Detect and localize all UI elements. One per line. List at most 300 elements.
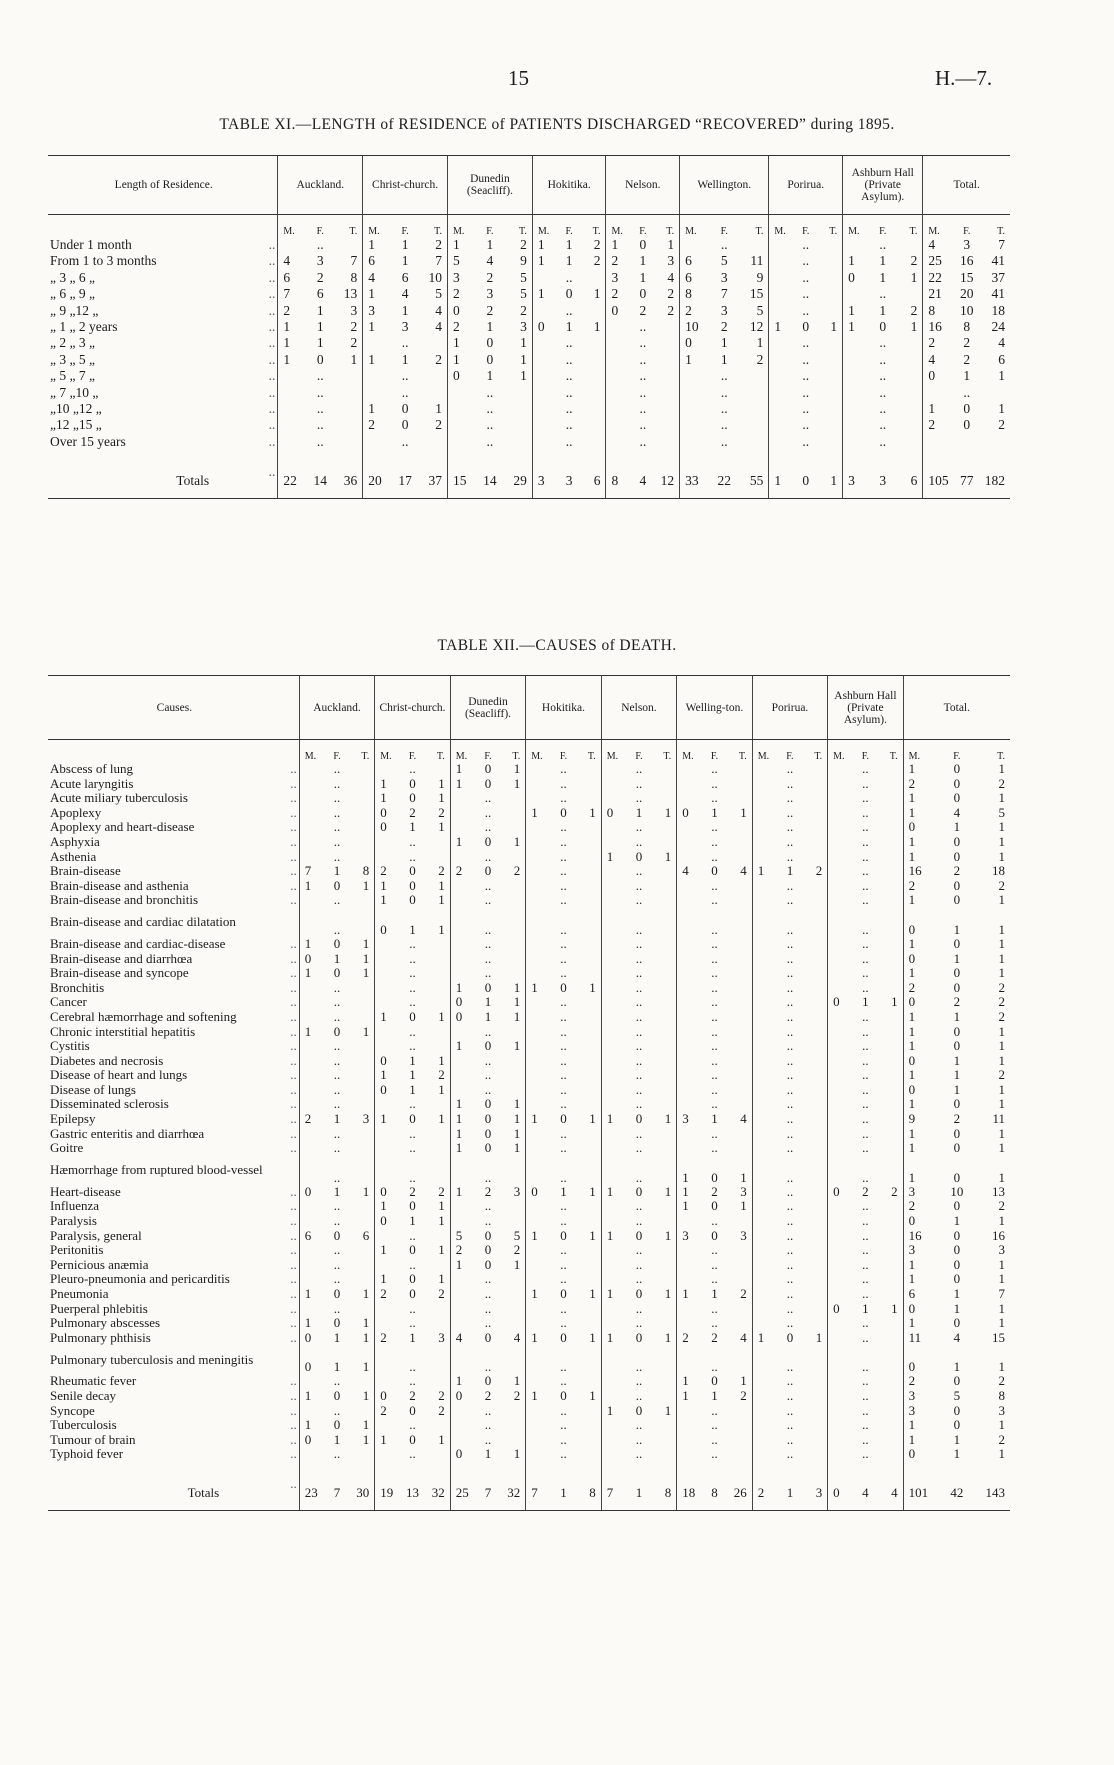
value-f: 0 [635,1287,643,1301]
sex-label: T. [512,751,521,762]
table-row [48,1418,1010,1433]
value-m [280,434,308,450]
value-t [499,1025,524,1040]
mft-group [906,1404,1008,1419]
value-t [894,434,920,450]
value-m [528,1243,553,1258]
value-f: 0 [635,1403,643,1418]
row-label-text: Syncope [50,1403,95,1418]
value-m [453,1433,478,1448]
value-m [755,1287,780,1302]
leader-dots: .. [290,1126,297,1141]
mft-group [604,1141,674,1156]
value-t [499,1199,524,1214]
leader-dots: .. [290,1301,297,1316]
value-f: 0 [560,1228,567,1243]
value-t [876,1112,901,1127]
value-m [453,1404,478,1419]
value-m [830,893,855,908]
value-f: .. [333,980,341,995]
value-m [453,1083,478,1098]
mft-group [453,1418,523,1433]
value-t [423,1258,448,1273]
value-f: 3 [565,473,573,489]
data-cell [903,1287,1010,1302]
mft-header [299,740,374,763]
value-t [801,1316,826,1331]
leader-dots: .. [290,1447,297,1462]
value-t [348,1083,373,1098]
sex-label: M. [455,751,468,762]
table-row [48,1156,1010,1185]
mft-group [830,1389,900,1404]
value-t [423,937,448,952]
data-cell [299,806,374,821]
value-m [755,995,780,1010]
data-cell [752,1433,827,1448]
value-m [528,1447,553,1462]
value-f: 0 [635,1330,643,1345]
value-t: 1 [740,1169,747,1185]
column-header: Porirua. [752,676,827,740]
mft-group [302,981,372,996]
value-f: .. [635,1359,643,1375]
mft-group [755,1171,825,1185]
mft-group [453,1083,523,1098]
value-m: 0 [848,269,855,285]
mft-group [682,473,766,489]
row-label-text: „ 2 „ 3 „ [50,335,95,351]
mft-group [450,237,530,253]
value-f: .. [862,1068,869,1083]
value-t: 2 [998,980,1005,995]
value-t [650,952,675,967]
value-m [755,1054,780,1069]
data-cell [828,908,903,937]
data-cell [752,995,827,1010]
data-cell [299,995,374,1010]
row-label-text: Acute miliary tuberculosis [50,791,188,806]
mft-header [532,215,606,238]
value-t [499,1068,524,1083]
data-cell [278,401,363,417]
value-m [755,1229,780,1244]
value-t: 1 [998,936,1005,951]
value-t [725,1039,750,1054]
spacer-cell [923,450,1010,464]
value-f: .. [802,269,810,285]
value-t [876,1127,901,1142]
value-f: 8 [711,1484,718,1500]
value-f: 0 [560,1388,567,1403]
mft-group [377,1199,447,1214]
sex-label: M. [368,226,380,237]
value-t: 1 [438,1053,445,1068]
data-cell [450,937,525,952]
value-f: .. [711,1039,718,1054]
value-t: 6 [593,473,601,489]
mft-group [377,937,447,952]
value-f: .. [333,995,341,1010]
value-m [377,1302,402,1317]
label-column-header: Length of Residence. [48,156,278,215]
value-f: 1 [953,1053,961,1068]
data-cell [375,1287,450,1302]
value-f: 4 [639,473,647,489]
value-f: 1 [333,1432,341,1447]
value-t: 1 [998,401,1005,417]
value-m [365,335,393,351]
row-label [48,777,299,792]
value-m: 1 [606,1228,614,1243]
mft-group [280,286,360,302]
mft-group [302,1302,372,1317]
table-row [48,1054,1010,1069]
value-f: .. [786,980,794,995]
value-t: 1 [910,319,918,335]
mft-labels [302,751,372,762]
row-label [48,319,278,335]
mft-group [453,850,523,865]
value-m [830,1025,855,1040]
value-m [450,385,478,401]
value-t [348,850,373,865]
mft-labels [604,751,674,762]
data-cell [375,1331,450,1346]
value-f: .. [639,433,647,449]
value-t: 2 [438,1287,445,1301]
value-t: 1 [513,1257,521,1272]
value-t: 1 [815,1330,823,1345]
data-cell [606,237,680,253]
value-m [830,1229,855,1244]
data-cell [450,1083,525,1098]
mft-group [608,352,677,368]
value-m [845,335,871,351]
value-t [650,1389,675,1404]
value-f: .. [711,1126,718,1141]
row-label [48,835,299,850]
mft-group [302,820,372,835]
value-f: .. [484,805,492,820]
mft-group [365,303,445,319]
value-f: 1 [862,1301,869,1316]
value-f: 2 [639,302,647,318]
value-f: .. [862,1126,869,1141]
value-m [302,893,327,908]
data-cell [299,1229,374,1244]
value-m [771,352,795,368]
value-t: 1 [740,1199,747,1214]
mft-group [830,1010,900,1025]
value-m [528,1433,553,1448]
value-f: 2 [720,319,728,335]
value-f: .. [711,834,718,849]
value-m: 1 [455,1112,463,1127]
value-m [377,1418,402,1433]
data-cell [903,1039,1010,1054]
value-f: .. [711,951,718,966]
leader-dots: .. [268,269,276,285]
data-cell [450,1068,525,1083]
data-cell [526,937,601,952]
value-f: 1 [409,921,416,937]
value-t: 11 [992,1112,1005,1127]
mft-group [302,1485,372,1501]
mft-group [604,1097,674,1112]
mft-group [604,1331,674,1346]
value-t: 29 [513,473,527,489]
row-label-text: Heart-disease [50,1184,121,1199]
value-f: .. [560,995,567,1010]
mft-group [453,1039,523,1054]
data-cell [601,879,676,894]
table-row [48,1214,1010,1229]
value-m: 1 [606,1287,614,1301]
value-m [830,1316,855,1331]
data-cell [752,1185,827,1200]
mft-group [453,1141,523,1156]
sex-label: F. [963,226,971,237]
data-cell [299,1054,374,1069]
value-m [830,806,855,821]
value-m [679,937,704,952]
value-t: 143 [985,1484,1005,1500]
data-cell [363,286,448,302]
column-header: Welling-ton. [677,676,752,740]
value-f: 0 [484,864,492,879]
sex-label: T. [666,226,675,237]
value-f: .. [720,417,728,433]
data-cell [532,270,606,286]
value-t [801,1404,826,1419]
value-m: 23 [304,1484,318,1500]
value-m: 1 [455,1141,463,1156]
value-m [679,923,704,937]
data-cell [450,1025,525,1040]
mft-group [682,286,766,302]
data-cell [278,270,363,286]
data-cell [375,1127,450,1142]
value-t: 8 [998,1388,1005,1403]
data-cell [363,335,448,351]
value-t: 41 [991,253,1005,269]
mft-group [302,1141,372,1156]
mft-group [302,1433,372,1448]
data-cell [752,864,827,879]
value-t [502,401,530,417]
data-cell [601,1127,676,1142]
value-t [801,777,826,792]
row-label-text: From 1 to 3 months [50,253,157,269]
value-t [725,1433,750,1448]
mft-group [453,1025,523,1040]
value-t: 1 [513,762,521,776]
data-cell [299,791,374,806]
mft-group [608,335,677,351]
value-t [650,1258,675,1273]
mft-group [453,1243,523,1258]
mft-group [679,1302,749,1317]
data-cell [752,1039,827,1054]
mft-group [453,1374,523,1389]
value-f: .. [635,1388,643,1403]
value-f: .. [862,1403,869,1418]
value-m [755,806,780,821]
value-f: 1 [953,1082,961,1097]
value-f: 1 [409,820,416,835]
value-f: .. [862,1024,869,1039]
value-f: 1 [316,302,324,318]
value-f: 0 [409,776,416,791]
value-m: 0 [908,1359,916,1375]
value-t [653,352,677,368]
mft-group [682,434,766,450]
data-cell [375,1214,450,1229]
data-cell [843,270,923,286]
row-label [48,1025,299,1040]
value-f: .. [635,1068,643,1083]
row-label [48,368,278,384]
data-cell [923,270,1010,286]
value-t: 9 [520,253,527,269]
value-t: 1 [589,1112,596,1127]
totals-label-text: Totals [176,473,210,489]
mft-group [528,1054,598,1069]
value-f: 0 [786,1330,794,1345]
value-t: 1 [998,1316,1005,1331]
mft-group [604,850,674,865]
data-cell [526,1156,601,1185]
column-header: Nelson. [606,156,680,215]
value-f: 0 [953,1272,961,1287]
value-t [574,1374,599,1389]
value-f: .. [862,1388,869,1403]
value-f: .. [879,384,887,400]
value-t: 37 [991,269,1005,285]
mft-group [679,1054,749,1069]
data-cell [903,893,1010,908]
leader-dots: .. [290,1039,297,1054]
mft-group [302,864,372,879]
mft-group [830,835,900,850]
value-m [302,1447,327,1462]
value-f: .. [635,1418,643,1433]
value-m [679,1360,704,1374]
value-t [725,1447,750,1462]
data-cell [828,995,903,1010]
value-f: .. [565,384,573,400]
value-m [604,1025,629,1040]
value-t: 1 [438,1432,445,1447]
data-cell [677,1447,752,1462]
value-t [876,777,901,792]
value-t [423,1229,448,1244]
value-t [499,1214,524,1229]
value-m: 8 [611,473,619,489]
mft-group [679,1243,749,1258]
data-cell [448,368,533,384]
value-m [604,820,629,835]
mft-labels [377,751,447,762]
value-f: .. [560,921,567,937]
mft-group [755,835,825,850]
value-t: 1 [998,849,1005,864]
value-f: 1 [333,1112,341,1127]
value-f: .. [484,951,492,966]
mft-group [755,1097,825,1112]
value-m [528,820,553,835]
table-row [48,1112,1010,1127]
value-t [499,1433,524,1448]
mft-group [377,806,447,821]
data-cell [677,1331,752,1346]
data-cell [375,820,450,835]
leader-dots: .. [290,1068,297,1083]
mft-group [771,473,840,489]
row-label [48,1243,299,1258]
value-m [845,352,871,368]
data-cell [278,434,363,450]
table-row [48,385,1010,401]
leader-dots: .. [290,1082,297,1097]
mft-group [906,1243,1008,1258]
value-m: 4 [368,269,375,285]
data-cell [606,434,680,450]
value-t: 2 [756,351,764,367]
value-f: 2 [484,1184,492,1199]
mft-group [453,923,523,937]
totals-label [48,464,278,499]
data-cell [677,850,752,865]
mft-group [535,401,604,417]
value-m: 0 [380,1053,387,1068]
value-t: 1 [589,805,596,820]
value-f: 1 [953,951,961,966]
value-m [377,1171,402,1185]
value-t [348,762,373,777]
data-cell [299,1331,374,1346]
mft-group [302,1171,372,1185]
value-m [302,1083,327,1098]
mft-group [528,923,598,937]
value-t [574,1068,599,1083]
value-m [755,1360,780,1374]
row-label [48,791,299,806]
mft-group [830,1083,900,1098]
table-row [48,1141,1010,1156]
value-t [876,762,901,777]
value-f: 0 [953,1199,961,1214]
data-cell [450,791,525,806]
table-row [48,319,1010,335]
value-t [580,335,604,351]
mft-group [906,1097,1008,1112]
value-t [333,385,361,401]
data-cell [526,1316,601,1331]
mft-group [453,1433,523,1448]
value-m [845,401,871,417]
value-t: 1 [998,1141,1005,1156]
mft-group [302,966,372,981]
row-label-text: Puerperal phlebitis [50,1301,148,1316]
value-m [453,1360,478,1374]
value-m [830,820,855,835]
data-cell [450,1039,525,1054]
value-t: 1 [891,995,898,1010]
mft-group [679,791,749,806]
mft-group [302,1389,372,1404]
